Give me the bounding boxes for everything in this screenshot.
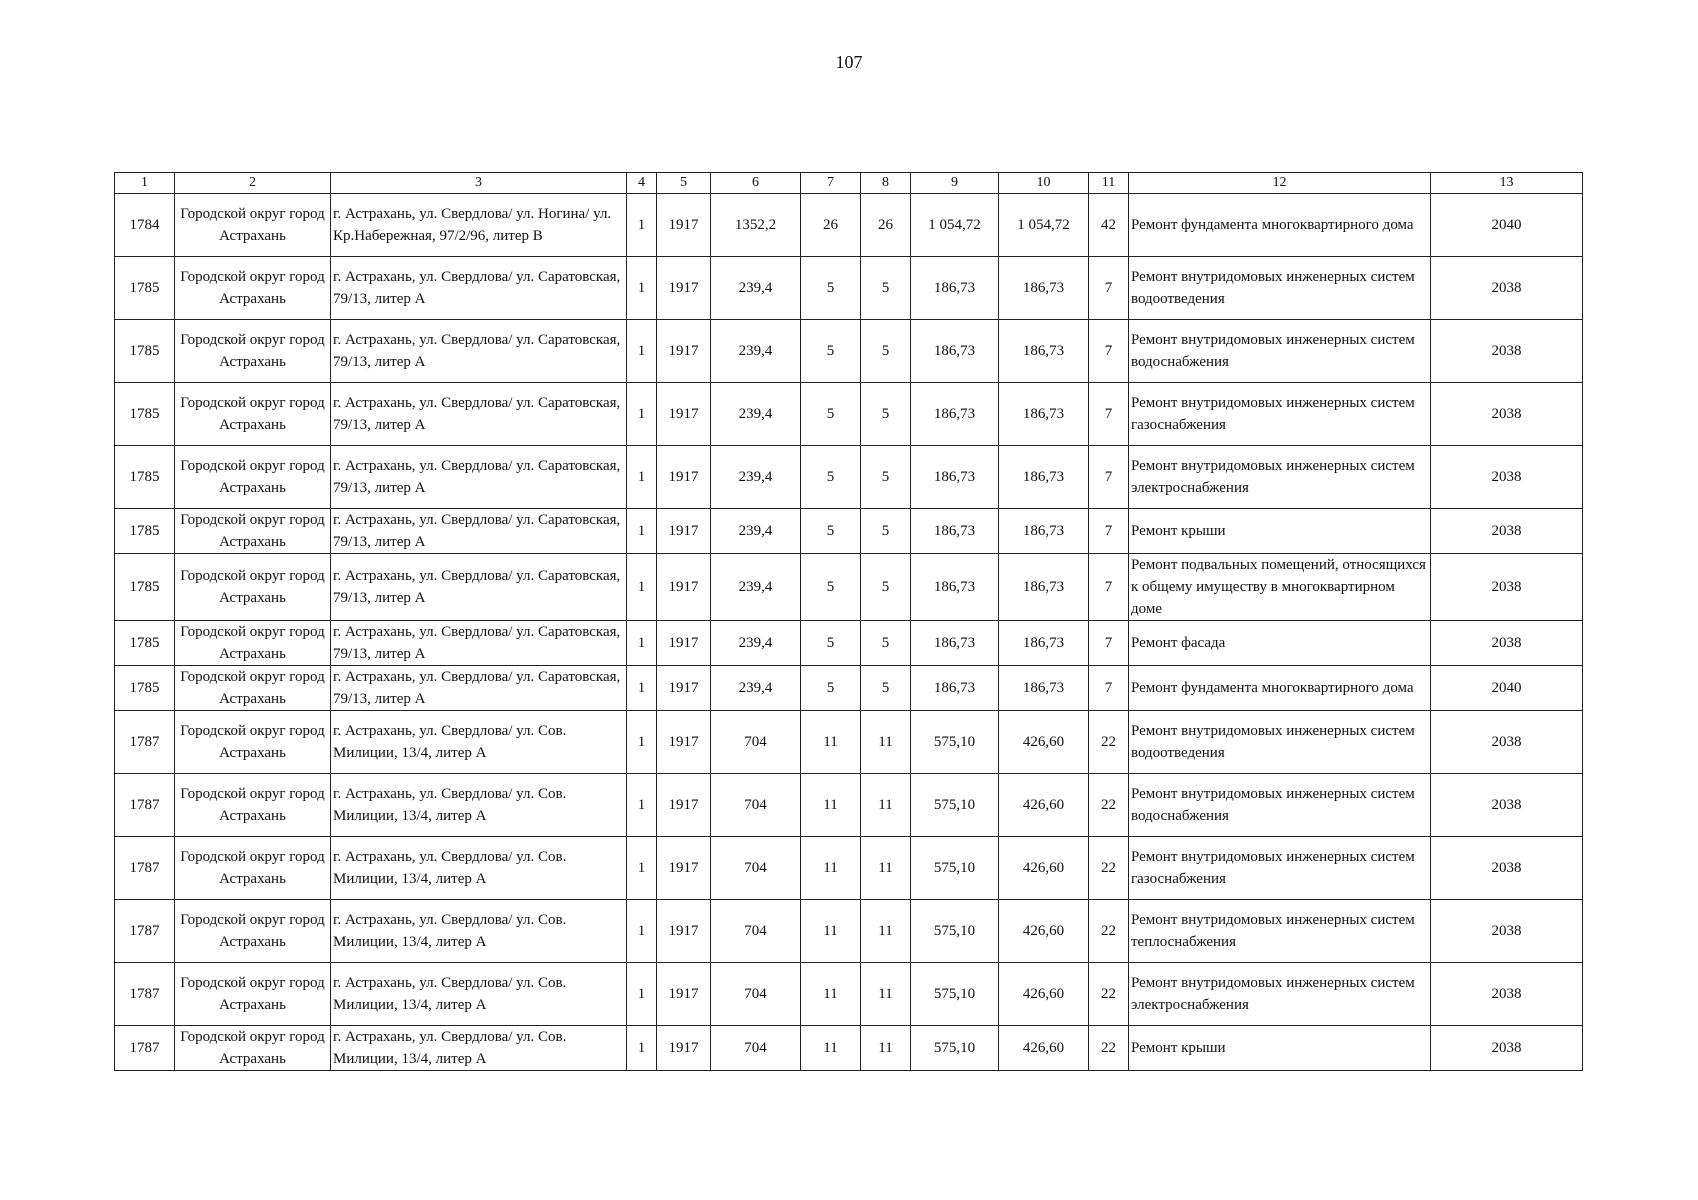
col10-cell: 186,73 — [999, 621, 1089, 666]
col11-cell: 22 — [1089, 900, 1129, 963]
col9-cell: 575,10 — [911, 1026, 999, 1071]
work-type-cell: Ремонт внутридомовых инженерных систем водоотведения — [1129, 257, 1431, 320]
col7-cell: 11 — [801, 900, 861, 963]
work-type-cell: Ремонт фундамента многоквартирного дома — [1129, 666, 1431, 711]
col8-cell: 5 — [861, 320, 911, 383]
col4-cell: 1 — [627, 711, 657, 774]
col9-cell: 186,73 — [911, 320, 999, 383]
year-cell: 1917 — [657, 1026, 711, 1071]
row-number-cell: 1787 — [115, 900, 175, 963]
work-type-cell: Ремонт фундамента многоквартирного дома — [1129, 194, 1431, 257]
area-cell: 239,4 — [711, 257, 801, 320]
address-cell: г. Астрахань, ул. Свердлова/ ул. Сов. Милиции, 13/4, литер А — [331, 711, 627, 774]
work-type-cell: Ремонт внутридомовых инженерных систем электроснабжения — [1129, 446, 1431, 509]
row-number-cell: 1785 — [115, 320, 175, 383]
area-cell: 1352,2 — [711, 194, 801, 257]
municipality-cell: Городской округ город Астрахань — [175, 446, 331, 509]
work-type-cell: Ремонт внутридомовых инженерных систем теплоснабжения — [1129, 900, 1431, 963]
row-number-cell: 1785 — [115, 446, 175, 509]
address-cell: г. Астрахань, ул. Свердлова/ ул. Сов. Милиции, 13/4, литер А — [331, 837, 627, 900]
area-cell: 704 — [711, 837, 801, 900]
col9-cell: 186,73 — [911, 509, 999, 554]
col10-cell: 186,73 — [999, 320, 1089, 383]
col7-cell: 5 — [801, 320, 861, 383]
col7-cell: 5 — [801, 383, 861, 446]
col4-cell: 1 — [627, 383, 657, 446]
area-cell: 239,4 — [711, 554, 801, 621]
column-header: 10 — [999, 173, 1089, 194]
col4-cell: 1 — [627, 900, 657, 963]
col10-cell: 426,60 — [999, 963, 1089, 1026]
row-number-cell: 1785 — [115, 666, 175, 711]
planned-year-cell: 2038 — [1431, 383, 1583, 446]
year-cell: 1917 — [657, 837, 711, 900]
area-cell: 704 — [711, 900, 801, 963]
table-row — [115, 554, 1583, 621]
table-row — [115, 711, 1583, 774]
column-header: 6 — [711, 173, 801, 194]
address-cell: г. Астрахань, ул. Свердлова/ ул. Сов. Милиции, 13/4, литер А — [331, 963, 627, 1026]
col11-cell: 7 — [1089, 383, 1129, 446]
area-cell: 239,4 — [711, 320, 801, 383]
col10-cell: 186,73 — [999, 257, 1089, 320]
year-cell: 1917 — [657, 509, 711, 554]
col11-cell: 22 — [1089, 963, 1129, 1026]
col10-cell: 426,60 — [999, 837, 1089, 900]
col11-cell: 7 — [1089, 554, 1129, 621]
row-number-cell: 1784 — [115, 194, 175, 257]
work-type-cell: Ремонт внутридомовых инженерных систем электроснабжения — [1129, 963, 1431, 1026]
municipality-cell: Городской округ город Астрахань — [175, 837, 331, 900]
address-cell: г. Астрахань, ул. Свердлова/ ул. Ногина/ ул. Кр.Набережная, 97/2/96, литер В — [331, 194, 627, 257]
planned-year-cell: 2038 — [1431, 554, 1583, 621]
col7-cell: 26 — [801, 194, 861, 257]
col8-cell: 11 — [861, 963, 911, 1026]
planned-year-cell: 2038 — [1431, 320, 1583, 383]
address-cell: г. Астрахань, ул. Свердлова/ ул. Саратовская, 79/13, литер А — [331, 383, 627, 446]
planned-year-cell: 2038 — [1431, 621, 1583, 666]
col7-cell: 5 — [801, 509, 861, 554]
year-cell: 1917 — [657, 320, 711, 383]
municipality-cell: Городской округ город Астрахань — [175, 320, 331, 383]
row-number-cell: 1787 — [115, 963, 175, 1026]
col10-cell: 186,73 — [999, 509, 1089, 554]
planned-year-cell: 2038 — [1431, 446, 1583, 509]
col10-cell: 186,73 — [999, 383, 1089, 446]
municipality-cell: Городской округ город Астрахань — [175, 666, 331, 711]
col10-cell: 426,60 — [999, 774, 1089, 837]
year-cell: 1917 — [657, 963, 711, 1026]
work-type-cell: Ремонт фасада — [1129, 621, 1431, 666]
col7-cell: 11 — [801, 711, 861, 774]
address-cell: г. Астрахань, ул. Свердлова/ ул. Саратовская, 79/13, литер А — [331, 446, 627, 509]
col7-cell: 11 — [801, 963, 861, 1026]
col7-cell: 5 — [801, 257, 861, 320]
year-cell: 1917 — [657, 446, 711, 509]
col11-cell: 22 — [1089, 1026, 1129, 1071]
table-row — [115, 963, 1583, 1026]
col10-cell: 186,73 — [999, 666, 1089, 711]
area-cell: 704 — [711, 774, 801, 837]
row-number-cell: 1785 — [115, 509, 175, 554]
table-row — [115, 509, 1583, 554]
area-cell: 239,4 — [711, 383, 801, 446]
planned-year-cell: 2038 — [1431, 257, 1583, 320]
planned-year-cell: 2038 — [1431, 837, 1583, 900]
row-number-cell: 1787 — [115, 774, 175, 837]
table-body — [115, 194, 1583, 1071]
col9-cell: 186,73 — [911, 383, 999, 446]
work-type-cell: Ремонт внутридомовых инженерных систем водоснабжения — [1129, 774, 1431, 837]
row-number-cell: 1785 — [115, 383, 175, 446]
planned-year-cell: 2038 — [1431, 1026, 1583, 1071]
planned-year-cell: 2040 — [1431, 194, 1583, 257]
address-cell: г. Астрахань, ул. Свердлова/ ул. Сов. Милиции, 13/4, литер А — [331, 1026, 627, 1071]
planned-year-cell: 2038 — [1431, 774, 1583, 837]
col4-cell: 1 — [627, 963, 657, 1026]
municipality-cell: Городской округ город Астрахань — [175, 963, 331, 1026]
column-number-row — [115, 173, 1583, 194]
table-row — [115, 774, 1583, 837]
table-row — [115, 666, 1583, 711]
column-header: 9 — [911, 173, 999, 194]
column-header: 8 — [861, 173, 911, 194]
address-cell: г. Астрахань, ул. Свердлова/ ул. Сов. Милиции, 13/4, литер А — [331, 774, 627, 837]
col9-cell: 575,10 — [911, 711, 999, 774]
area-cell: 239,4 — [711, 446, 801, 509]
year-cell: 1917 — [657, 621, 711, 666]
year-cell: 1917 — [657, 257, 711, 320]
year-cell: 1917 — [657, 554, 711, 621]
col8-cell: 5 — [861, 383, 911, 446]
work-type-cell: Ремонт крыши — [1129, 1026, 1431, 1071]
col11-cell: 7 — [1089, 621, 1129, 666]
col9-cell: 1 054,72 — [911, 194, 999, 257]
municipality-cell: Городской округ город Астрахань — [175, 383, 331, 446]
col8-cell: 5 — [861, 446, 911, 509]
col7-cell: 5 — [801, 666, 861, 711]
col7-cell: 5 — [801, 621, 861, 666]
table-row — [115, 257, 1583, 320]
municipality-cell: Городской округ город Астрахань — [175, 554, 331, 621]
col7-cell: 11 — [801, 774, 861, 837]
col9-cell: 186,73 — [911, 554, 999, 621]
year-cell: 1917 — [657, 383, 711, 446]
col10-cell: 1 054,72 — [999, 194, 1089, 257]
col4-cell: 1 — [627, 621, 657, 666]
col8-cell: 5 — [861, 621, 911, 666]
area-cell: 704 — [711, 1026, 801, 1071]
col4-cell: 1 — [627, 1026, 657, 1071]
col9-cell: 186,73 — [911, 257, 999, 320]
row-number-cell: 1787 — [115, 711, 175, 774]
col10-cell: 186,73 — [999, 446, 1089, 509]
address-cell: г. Астрахань, ул. Свердлова/ ул. Саратовская, 79/13, литер А — [331, 257, 627, 320]
column-header: 1 — [115, 173, 175, 194]
table-row — [115, 383, 1583, 446]
area-cell: 239,4 — [711, 621, 801, 666]
year-cell: 1917 — [657, 774, 711, 837]
table-row — [115, 446, 1583, 509]
planned-year-cell: 2038 — [1431, 509, 1583, 554]
col8-cell: 26 — [861, 194, 911, 257]
col4-cell: 1 — [627, 509, 657, 554]
col11-cell: 42 — [1089, 194, 1129, 257]
col7-cell: 5 — [801, 554, 861, 621]
col4-cell: 1 — [627, 320, 657, 383]
table-row — [115, 320, 1583, 383]
row-number-cell: 1785 — [115, 554, 175, 621]
col8-cell: 11 — [861, 774, 911, 837]
table-row — [115, 900, 1583, 963]
column-header: 2 — [175, 173, 331, 194]
table-row — [115, 1026, 1583, 1071]
work-type-cell: Ремонт внутридомовых инженерных систем водоснабжения — [1129, 320, 1431, 383]
work-type-cell: Ремонт внутридомовых инженерных систем водоотведения — [1129, 711, 1431, 774]
work-type-cell: Ремонт крыши — [1129, 509, 1431, 554]
municipality-cell: Городской округ город Астрахань — [175, 194, 331, 257]
area-cell: 239,4 — [711, 509, 801, 554]
col4-cell: 1 — [627, 446, 657, 509]
year-cell: 1917 — [657, 900, 711, 963]
planned-year-cell: 2040 — [1431, 666, 1583, 711]
row-number-cell: 1787 — [115, 837, 175, 900]
municipality-cell: Городской округ город Астрахань — [175, 711, 331, 774]
col9-cell: 575,10 — [911, 774, 999, 837]
work-type-cell: Ремонт подвальных помещений, относящихся к общему имуществу в многоквартирном доме — [1129, 554, 1431, 621]
planned-year-cell: 2038 — [1431, 711, 1583, 774]
col9-cell: 575,10 — [911, 837, 999, 900]
col8-cell: 11 — [861, 900, 911, 963]
col11-cell: 7 — [1089, 509, 1129, 554]
table-row — [115, 194, 1583, 257]
municipality-cell: Городской округ город Астрахань — [175, 257, 331, 320]
year-cell: 1917 — [657, 194, 711, 257]
col7-cell: 11 — [801, 1026, 861, 1071]
col8-cell: 5 — [861, 666, 911, 711]
municipality-cell: Городской округ город Астрахань — [175, 774, 331, 837]
area-cell: 704 — [711, 963, 801, 1026]
address-cell: г. Астрахань, ул. Свердлова/ ул. Саратовская, 79/13, литер А — [331, 320, 627, 383]
col4-cell: 1 — [627, 666, 657, 711]
col9-cell: 575,10 — [911, 963, 999, 1026]
col9-cell: 186,73 — [911, 446, 999, 509]
column-header: 7 — [801, 173, 861, 194]
col8-cell: 11 — [861, 837, 911, 900]
municipality-cell: Городской округ город Астрахань — [175, 900, 331, 963]
col10-cell: 426,60 — [999, 900, 1089, 963]
col9-cell: 186,73 — [911, 621, 999, 666]
col4-cell: 1 — [627, 257, 657, 320]
col8-cell: 11 — [861, 1026, 911, 1071]
address-cell: г. Астрахань, ул. Свердлова/ ул. Саратовская, 79/13, литер А — [331, 509, 627, 554]
col4-cell: 1 — [627, 837, 657, 900]
col8-cell: 5 — [861, 554, 911, 621]
col10-cell: 186,73 — [999, 554, 1089, 621]
column-header: 11 — [1089, 173, 1129, 194]
row-number-cell: 1785 — [115, 621, 175, 666]
year-cell: 1917 — [657, 711, 711, 774]
col7-cell: 11 — [801, 837, 861, 900]
col11-cell: 7 — [1089, 446, 1129, 509]
planned-year-cell: 2038 — [1431, 900, 1583, 963]
col9-cell: 575,10 — [911, 900, 999, 963]
table-row — [115, 837, 1583, 900]
column-header: 3 — [331, 173, 627, 194]
area-cell: 239,4 — [711, 666, 801, 711]
col10-cell: 426,60 — [999, 1026, 1089, 1071]
col11-cell: 7 — [1089, 257, 1129, 320]
col8-cell: 11 — [861, 711, 911, 774]
row-number-cell: 1787 — [115, 1026, 175, 1071]
address-cell: г. Астрахань, ул. Свердлова/ ул. Сов. Милиции, 13/4, литер А — [331, 900, 627, 963]
col11-cell: 7 — [1089, 320, 1129, 383]
col10-cell: 426,60 — [999, 711, 1089, 774]
planned-year-cell: 2038 — [1431, 963, 1583, 1026]
col9-cell: 186,73 — [911, 666, 999, 711]
table-row — [115, 621, 1583, 666]
col11-cell: 22 — [1089, 774, 1129, 837]
municipality-cell: Городской округ город Астрахань — [175, 1026, 331, 1071]
col8-cell: 5 — [861, 257, 911, 320]
row-number-cell: 1785 — [115, 257, 175, 320]
address-cell: г. Астрахань, ул. Свердлова/ ул. Саратовская, 79/13, литер А — [331, 621, 627, 666]
col11-cell: 22 — [1089, 711, 1129, 774]
col7-cell: 5 — [801, 446, 861, 509]
col11-cell: 22 — [1089, 837, 1129, 900]
municipality-cell: Городской округ город Астрахань — [175, 621, 331, 666]
col8-cell: 5 — [861, 509, 911, 554]
year-cell: 1917 — [657, 666, 711, 711]
column-header: 12 — [1129, 173, 1431, 194]
work-type-cell: Ремонт внутридомовых инженерных систем газоснабжения — [1129, 837, 1431, 900]
repair-schedule-table — [114, 172, 1583, 1071]
column-header: 13 — [1431, 173, 1583, 194]
col4-cell: 1 — [627, 194, 657, 257]
address-cell: г. Астрахань, ул. Свердлова/ ул. Саратовская, 79/13, литер А — [331, 554, 627, 621]
address-cell: г. Астрахань, ул. Свердлова/ ул. Саратовская, 79/13, литер А — [331, 666, 627, 711]
municipality-cell: Городской округ город Астрахань — [175, 509, 331, 554]
column-header: 4 — [627, 173, 657, 194]
column-header: 5 — [657, 173, 711, 194]
page-number: 107 — [835, 52, 863, 72]
area-cell: 704 — [711, 711, 801, 774]
col11-cell: 7 — [1089, 666, 1129, 711]
col4-cell: 1 — [627, 554, 657, 621]
work-type-cell: Ремонт внутридомовых инженерных систем газоснабжения — [1129, 383, 1431, 446]
col4-cell: 1 — [627, 774, 657, 837]
